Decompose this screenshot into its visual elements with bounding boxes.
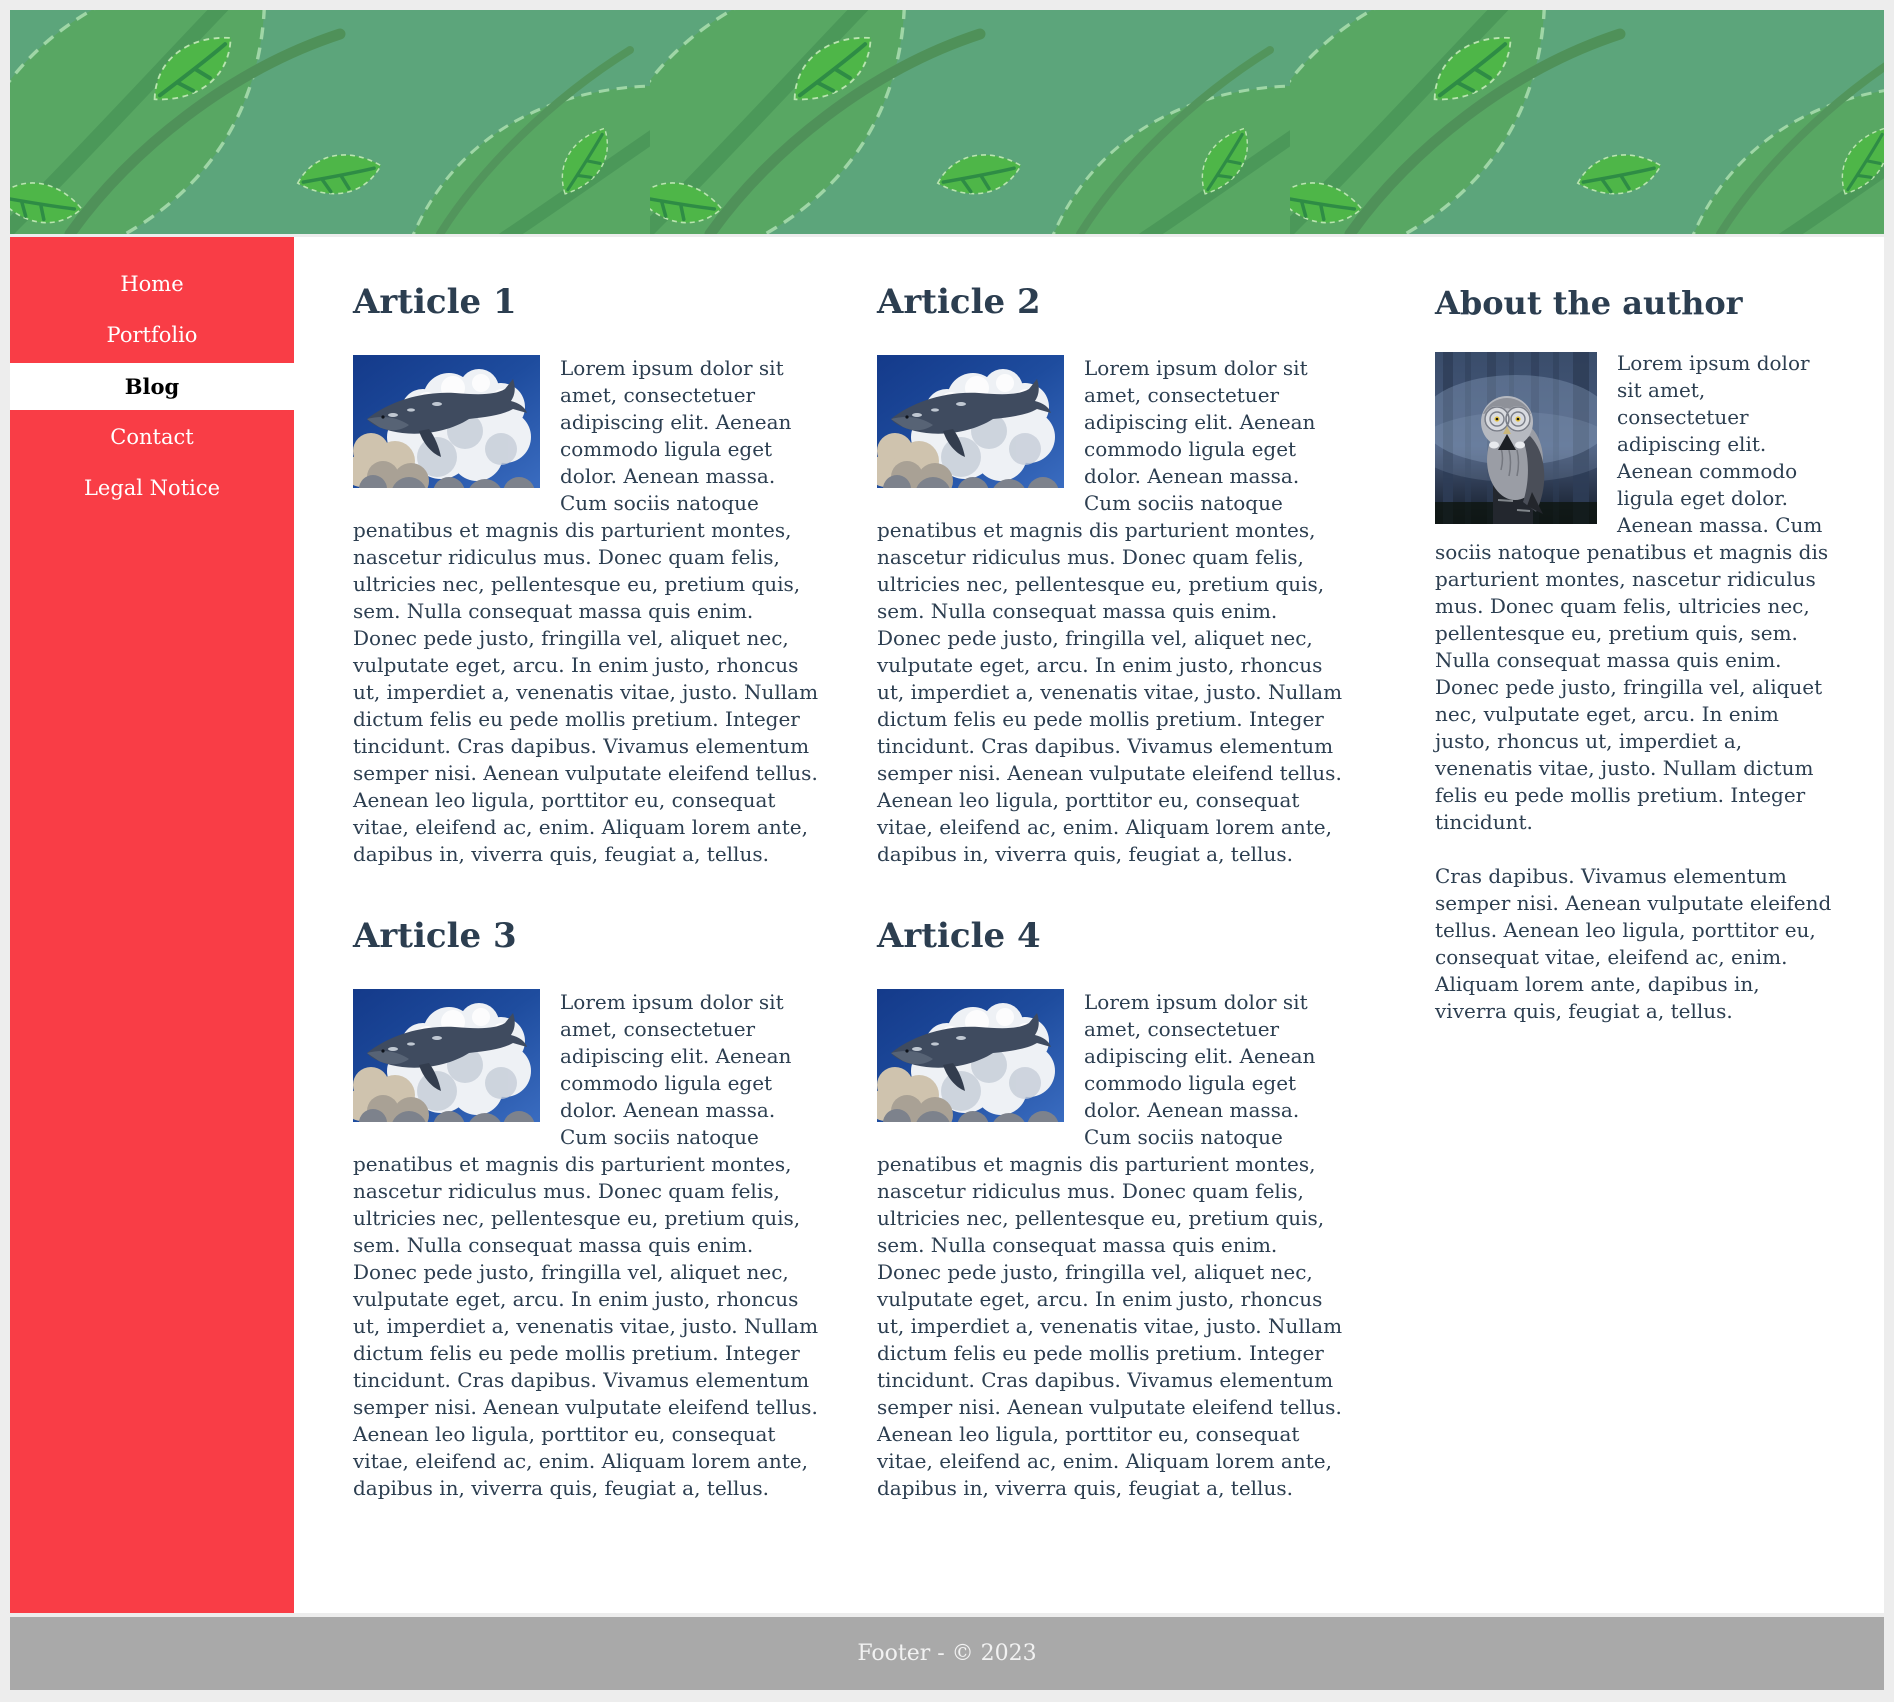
article-title: Article 3 (353, 916, 517, 956)
footer-text: Footer - © 2023 (857, 1641, 1037, 1666)
sidebar-item-home[interactable]: Home (120, 272, 184, 296)
article-text (353, 989, 823, 1502)
about-paragraph-2: Cras dapibus. Vivamus elementum semper nisi. Aenean vulputate eleifend tellus. Aenean leo ligula, porttitor eu, consequat vitae, eleifend ac, enim. Aliquam lorem ante, dapibus in, viverra quis, feugiat a, tellus. (1435, 864, 1832, 1023)
articles-grid (353, 282, 1347, 1573)
whale-in-clouds-image (877, 355, 1064, 488)
main-content (294, 237, 1884, 1613)
whale-in-clouds-image (877, 989, 1064, 1122)
about-author-panel (1435, 282, 1835, 1573)
header-banner (10, 10, 1884, 234)
article-card-4 (877, 916, 1347, 1502)
sidebar-item-portfolio[interactable]: Portfolio (106, 323, 198, 347)
article-title: Article 4 (877, 916, 1041, 956)
about-author-title: About the author (1435, 284, 1743, 322)
article-title: Article 2 (877, 282, 1041, 322)
article-card-2 (877, 282, 1347, 868)
about-author-text (1435, 350, 1835, 836)
about-paragraph-1: Lorem ipsum dolor sit amet, consectetuer adipiscing elit. Aenean commodo ligula eget dolor. Aenean massa. Cum sociis natoque penatibus et magnis dis parturient montes, nascetur ridiculus mus. Donec quam felis, ultricies nec, pellentesque eu, pretium quis, sem. Nulla consequat massa quis enim. Donec pede justo, fringilla vel, aliquet nec, vulputate eget, arcu. In enim justo, rhoncus ut, imperdiet a, venenatis vitae, justo. Nullam dictum felis eu pede mollis pretium. Integer tincidunt. (1435, 351, 1829, 834)
article-body-text: Lorem ipsum dolor sit amet, consectetuer adipiscing elit. Aenean commodo ligula eget dolor. Aenean massa. Cum sociis natoque penatibus et magnis dis parturient montes, nascetur ridiculus mus. Donec quam felis, ultricies nec, pellentesque eu, pretium quis, sem. Nulla consequat massa quis enim. Donec pede justo, fringilla vel, aliquet nec, vulputate eget, arcu. In enim justo, rhoncus ut, imperdiet a, venenatis vitae, justo. Nullam dictum felis eu pede mollis pretium. Integer tincidunt. Cras dapibus. Vivamus elementum semper nisi. Aenean vulputate eleifend tellus. Aenean leo ligula, porttitor eu, consequat vitae, eleifend ac, enim. Aliquam lorem ante, dapibus in, viverra quis, feugiat a, tellus. (353, 990, 819, 1500)
article-text (353, 355, 823, 868)
sidebar-item-blog[interactable]: Blog (10, 363, 294, 410)
article-text (877, 989, 1347, 1502)
whale-in-clouds-image (353, 989, 540, 1122)
article-title: Article 1 (353, 282, 517, 322)
nav-list (10, 237, 294, 512)
footer (10, 1617, 1884, 1690)
owl-author-photo (1435, 352, 1597, 524)
layout-row (10, 237, 1884, 1613)
article-text (877, 355, 1347, 868)
article-card-1 (353, 282, 823, 868)
article-body-text: Lorem ipsum dolor sit amet, consectetuer adipiscing elit. Aenean commodo ligula eget dolor. Aenean massa. Cum sociis natoque penatibus et magnis dis parturient montes, nascetur ridiculus mus. Donec quam felis, ultricies nec, pellentesque eu, pretium quis, sem. Nulla consequat massa quis enim. Donec pede justo, fringilla vel, aliquet nec, vulputate eget, arcu. In enim justo, rhoncus ut, imperdiet a, venenatis vitae, justo. Nullam dictum felis eu pede mollis pretium. Integer tincidunt. Cras dapibus. Vivamus elementum semper nisi. Aenean vulputate eleifend tellus. Aenean leo ligula, porttitor eu, consequat vitae, eleifend ac, enim. Aliquam lorem ante, dapibus in, viverra quis, feugiat a, tellus. (877, 356, 1343, 866)
whale-in-clouds-image (353, 355, 540, 488)
article-body-text: Lorem ipsum dolor sit amet, consectetuer adipiscing elit. Aenean commodo ligula eget dolor. Aenean massa. Cum sociis natoque penatibus et magnis dis parturient montes, nascetur ridiculus mus. Donec quam felis, ultricies nec, pellentesque eu, pretium quis, sem. Nulla consequat massa quis enim. Donec pede justo, fringilla vel, aliquet nec, vulputate eget, arcu. In enim justo, rhoncus ut, imperdiet a, venenatis vitae, justo. Nullam dictum felis eu pede mollis pretium. Integer tincidunt. Cras dapibus. Vivamus elementum semper nisi. Aenean vulputate eleifend tellus. Aenean leo ligula, porttitor eu, consequat vitae, eleifend ac, enim. Aliquam lorem ante, dapibus in, viverra quis, feugiat a, tellus. (353, 356, 819, 866)
sidebar-nav (10, 237, 294, 1613)
sidebar-item-contact[interactable]: Contact (110, 425, 194, 449)
article-card-3 (353, 916, 823, 1502)
article-body-text: Lorem ipsum dolor sit amet, consectetuer adipiscing elit. Aenean commodo ligula eget dolor. Aenean massa. Cum sociis natoque penatibus et magnis dis parturient montes, nascetur ridiculus mus. Donec quam felis, ultricies nec, pellentesque eu, pretium quis, sem. Nulla consequat massa quis enim. Donec pede justo, fringilla vel, aliquet nec, vulputate eget, arcu. In enim justo, rhoncus ut, imperdiet a, venenatis vitae, justo. Nullam dictum felis eu pede mollis pretium. Integer tincidunt. Cras dapibus. Vivamus elementum semper nisi. Aenean vulputate eleifend tellus. Aenean leo ligula, porttitor eu, consequat vitae, eleifend ac, enim. Aliquam lorem ante, dapibus in, viverra quis, feugiat a, tellus. (877, 990, 1343, 1500)
leaf-pattern-decoration (10, 10, 1884, 234)
sidebar-item-legal-notice[interactable]: Legal Notice (83, 476, 221, 500)
